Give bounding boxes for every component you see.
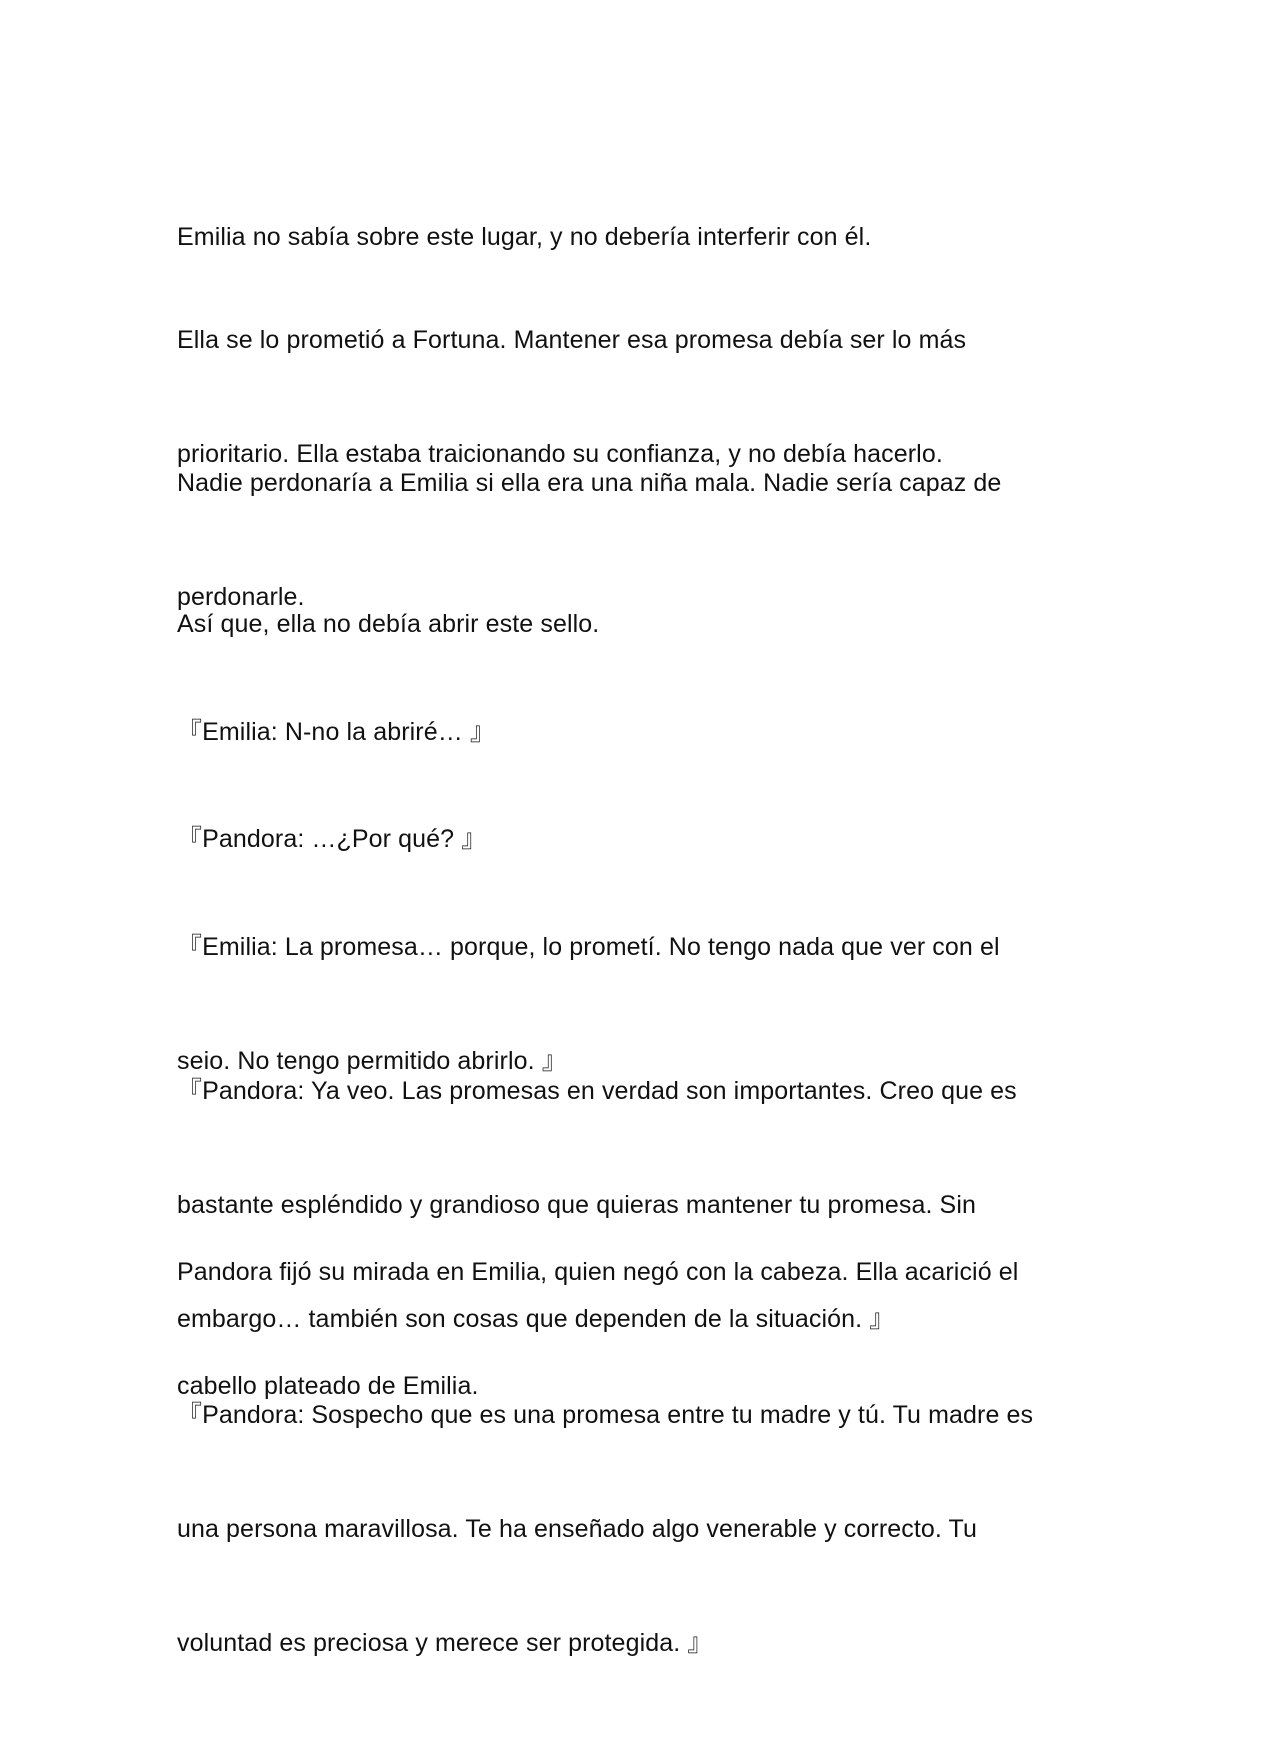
text-line: 『Pandora: Sospecho que es una promesa entre tu madre y tú. Tu madre es bbox=[177, 1401, 1034, 1429]
text-line: bastante espléndido y grandioso que quieras mantener tu promesa. Sin bbox=[177, 1191, 976, 1219]
text-line: embargo… también son cosas que dependen de la situación. 』 bbox=[177, 1305, 895, 1333]
text-line: Emilia no sabía sobre este lugar, y no debería interferir con él. bbox=[177, 223, 872, 251]
text-line: perdonarle. bbox=[177, 583, 305, 611]
text-line: Ella se lo prometió a Fortuna. Mantener esa promesa debía ser lo más bbox=[177, 326, 967, 354]
text-line: 『Pandora: …¿Por qué? 』 bbox=[177, 825, 487, 853]
text-line: cabello plateado de Emilia. bbox=[177, 1372, 479, 1400]
text-line: una persona maravillosa. Te ha enseñado algo venerable y correcto. Tu bbox=[177, 1515, 977, 1543]
dialogue-pandora-3 bbox=[177, 1320, 1097, 1738]
text-line: seio. No tengo permitido abrirlo. 』 bbox=[177, 1047, 567, 1075]
text-line: voluntad es preciosa y merece ser protegida. 』 bbox=[177, 1629, 713, 1657]
text-line: Nadie perdonaría a Emilia si ella era una niña mala. Nadie sería capaz de bbox=[177, 469, 1002, 497]
text-line: prioritario. Ella estaba traicionando su confianza, y no debía hacerlo. bbox=[177, 440, 943, 468]
text-line: 『Emilia: La promesa… porque, lo prometí. No tengo nada que ver con el bbox=[177, 933, 1000, 961]
text-line: 『Emilia: N-no la abriré… 』 bbox=[177, 718, 495, 746]
text-line: 『Pandora: Ya veo. Las promesas en verdad son importantes. Creo que es bbox=[177, 1077, 1017, 1105]
text-line: Pandora fijó su mirada en Emilia, quien negó con la cabeza. Ella acarició el bbox=[177, 1258, 1019, 1286]
text-line: Así que, ella no debía abrir este sello. bbox=[177, 610, 600, 638]
